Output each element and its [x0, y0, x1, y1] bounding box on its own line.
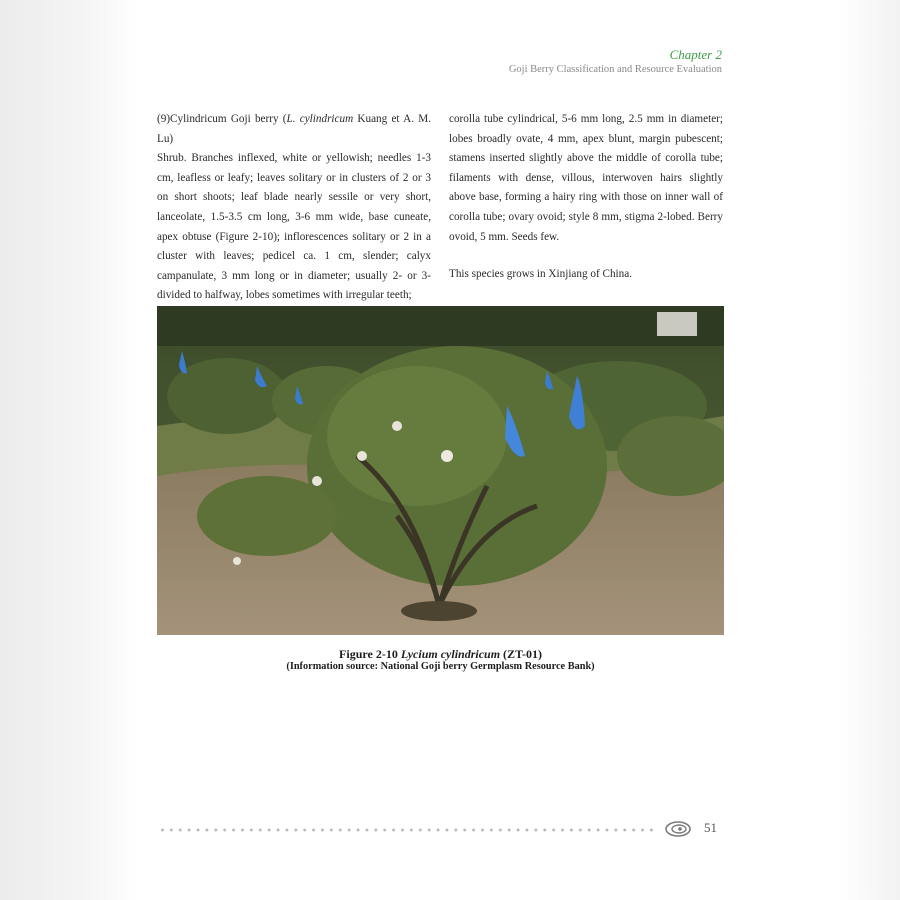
- figure-source: (Information source: National Goji berry Germplasm Resource Bank): [286, 661, 595, 672]
- distant-trees: [157, 306, 724, 346]
- figure-photo: [157, 306, 724, 635]
- white-flower: [392, 421, 402, 431]
- chapter-label: Chapter 2: [669, 47, 722, 62]
- distant-building: [657, 312, 697, 336]
- figure-caption-prefix: Figure 2-10: [339, 647, 401, 661]
- main-shrub-highlight: [327, 366, 507, 506]
- description-paragraph-left: Shrub. Branches inflexed, white or yellowish; needles 1-3 cm, leafless or leafy; leaves solitary or in clusters of 2 or 3 on short shoots; leaf blade nearly sessile or very short, lanceolate, 1.5-3.5 cm long, 3-6 mm wide, base cuneate, apex obtuse (Figure 2-10); inflorescences solitary or 2 in a cluster with leaves; pedicel ca. 1 cm, slender; calyx campanulate, 3 mm long or in diameter; usually 2- or 3-divided to halfway, lobes sometimes with irregular teeth;: [157, 152, 431, 302]
- white-flower-4: [312, 476, 322, 486]
- chapter-subtitle: Goji Berry Classification and Resource Evaluation: [508, 64, 722, 75]
- shrub-lower-left: [197, 476, 337, 556]
- white-flower-3: [441, 450, 453, 462]
- figure-caption-suffix: (ZT-01): [500, 647, 542, 661]
- footer-dot-rule: [158, 828, 658, 832]
- figure-caption: [157, 647, 724, 661]
- running-header: [509, 47, 722, 77]
- entry-heading: [157, 110, 431, 149]
- shrub-shadow: [401, 601, 477, 621]
- page-edge-shadow: [840, 0, 900, 900]
- publisher-logo-icon: [664, 820, 692, 838]
- description-paragraph-right: corolla tube cylindrical, 5-6 mm long, 2.5 mm in diameter; lobes broadly ovate, 4 mm, apex blunt, margin pubescent; stamens inserted slightly above the middle of corolla tube; filaments with dense, villous, interwoven hairs slightly above base, forming a hairy ring with those on inner wall of corolla tube; ovary ovoid; style 8 mm, stigma 2-lobed. Berry ovoid, 5 mm. Seeds few.: [449, 113, 723, 243]
- page-number: 51: [704, 820, 717, 835]
- entry-heading-latin: L. cylindricum: [286, 113, 354, 125]
- white-flower-5: [233, 557, 241, 565]
- text-column-left: [157, 110, 431, 306]
- page-gutter-shadow: [0, 0, 138, 900]
- text-column-right: [449, 110, 723, 285]
- entry-heading-suffix: Kuang et A. M. Lu): [157, 113, 431, 145]
- white-flower-2: [357, 451, 367, 461]
- figure-caption-latin: Lycium cylindricum: [400, 647, 501, 661]
- entry-heading-prefix: (9)Cylindricum Goji berry (: [157, 113, 287, 125]
- shrub-photo-illustration: [157, 306, 724, 635]
- distribution-paragraph: This species grows in Xinjiang of China.: [449, 268, 633, 281]
